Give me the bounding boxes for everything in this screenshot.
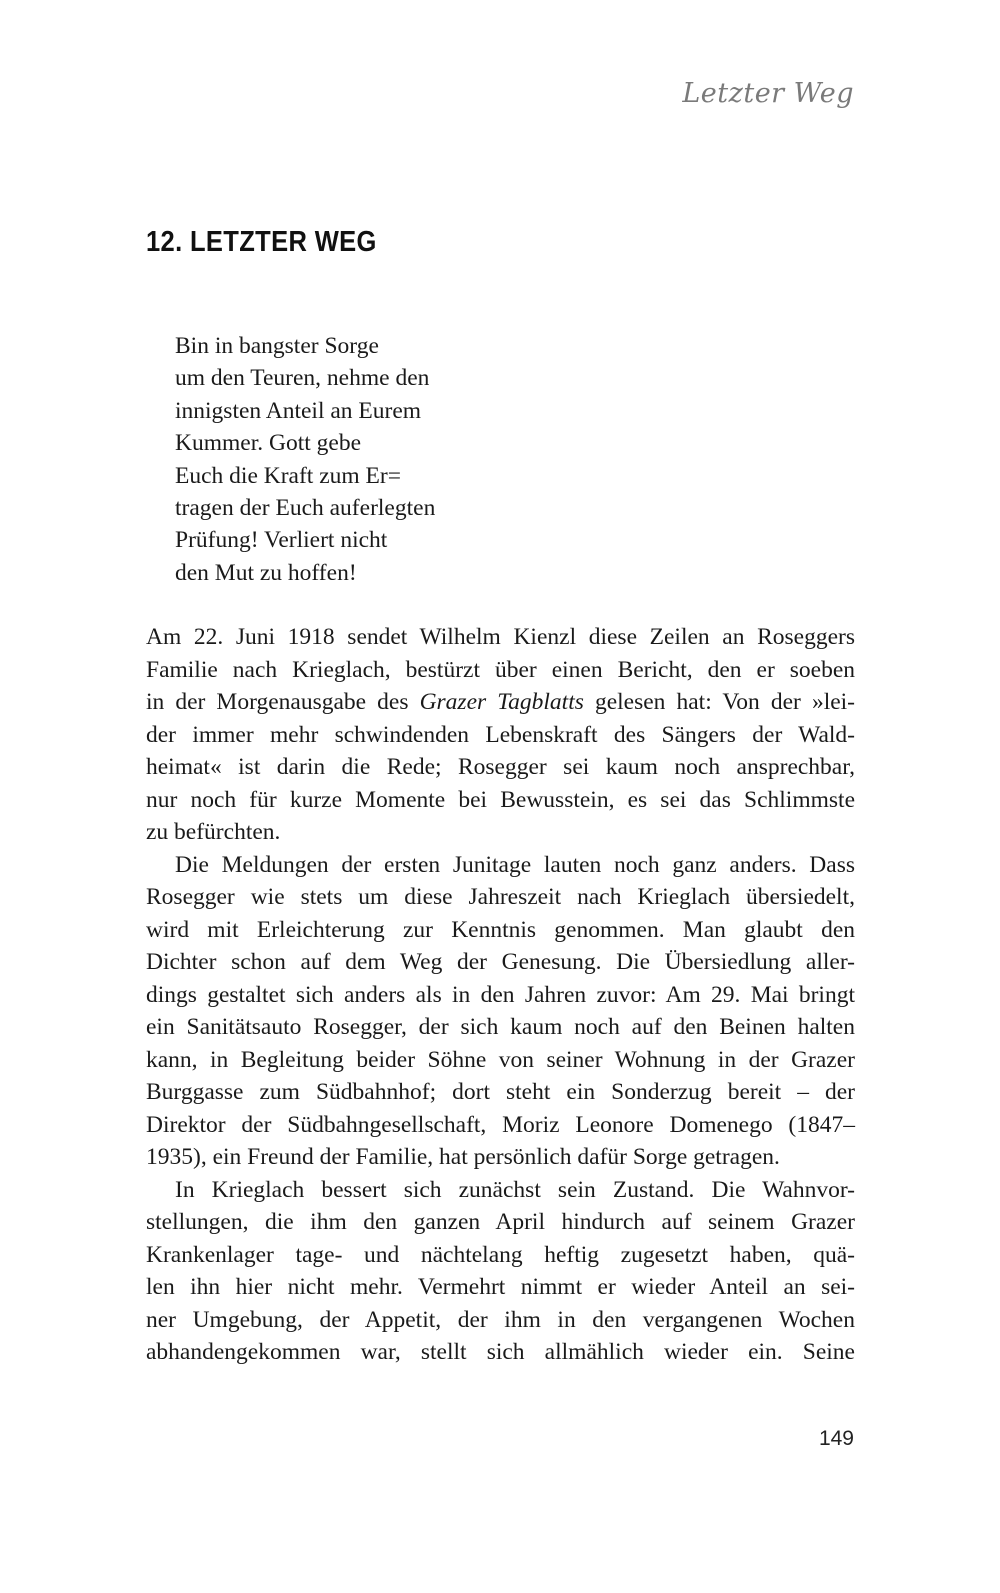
- body-line: In Krieglach bessert sich zunächst sein Zustand. Die Wahnvor-: [175, 1176, 855, 1203]
- body-line: Die Meldungen der ersten Junitage lauten noch ganz anders. Dass: [175, 851, 855, 878]
- body-line: Rosegger wie stets um diese Jahreszeit nach Krieglach übersiedelt,: [146, 884, 855, 910]
- body-line: Burggasse zum Südbahnhof; dort steht ein Sonderzug bereit – der: [146, 1079, 855, 1105]
- epigraph-line: den Mut zu hoffen!: [175, 559, 357, 586]
- running-head: Letzter Weg: [682, 78, 854, 109]
- body-line: dings gestaltet sich anders als in den Jahren zuvor: Am 29. Mai bringt: [146, 981, 855, 1008]
- body-line: abhandengekommen war, stellt sich allmählich wieder ein. Seine: [146, 1339, 855, 1365]
- body-line: Direktor der Südbahngesellschaft, Moriz Leonore Domenego (1847–: [146, 1111, 855, 1138]
- body-line: in der Morgenausgabe des Grazer Tagblatts gelesen hat: Von der »lei-: [146, 689, 856, 715]
- epigraph-line: Euch die Kraft zum Er=: [175, 462, 401, 489]
- body-line: der immer mehr schwindenden Lebenskraft des Sängers der Wald-: [146, 721, 855, 748]
- body-line: Dichter schon auf dem Weg der Genesung. Die Übersiedlung aller-: [146, 949, 855, 975]
- body-line: Krankenlager tage- und nächtelang heftig zugesetzt haben, quä-: [146, 1241, 855, 1268]
- page-number: 149: [818, 1427, 854, 1450]
- body-line: 1935), ein Freund der Familie, hat persönlich dafür Sorge getragen.: [146, 1144, 780, 1170]
- body-line: len ihn hier nicht mehr. Vermehrt nimmt er wieder Anteil an sei-: [146, 1274, 855, 1300]
- epigraph-line: Kummer. Gott gebe: [175, 430, 362, 457]
- body-line: nur noch für kurze Momente bei Bewusstein, es sei das Schlimmste: [146, 786, 855, 813]
- body-line: ner Umgebung, der Appetit, der ihm in den vergangenen Wochen: [146, 1306, 855, 1333]
- body-line: kann, in Begleitung beider Söhne von seiner Wohnung in der Grazer: [146, 1046, 855, 1073]
- body-line: Am 22. Juni 1918 sendet Wilhelm Kienzl diese Zeilen an Roseggers: [146, 624, 855, 650]
- newspaper-title: Grazer Tagblatts: [419, 689, 584, 715]
- chapter-title: 12. LETZTER WEG: [146, 226, 377, 258]
- body-line: heimat« ist darin die Rede; Rosegger sei kaum noch ansprechbar,: [146, 754, 855, 780]
- body-line: wird mit Erleichterung zur Kenntnis genommen. Man glaubt den: [146, 916, 855, 943]
- body-line: ein Sanitätsauto Rosegger, der sich kaum noch auf den Beinen halten: [146, 1014, 855, 1040]
- epigraph-line: um den Teuren, nehme den: [175, 365, 430, 392]
- body-line: zu befürchten.: [146, 819, 281, 845]
- epigraph-line: Bin in bangster Sorge: [175, 333, 379, 359]
- body-text: [146, 621, 855, 1369]
- body-line: Familie nach Krieglach, bestürzt über einen Bericht, den er soeben: [146, 656, 855, 683]
- epigraph: [175, 330, 535, 589]
- epigraph-line: Prüfung! Verliert nicht: [175, 527, 388, 554]
- body-line: stellungen, die ihm den ganzen April hindurch auf seinem Grazer: [146, 1209, 855, 1235]
- epigraph-line: innigsten Anteil an Eurem: [175, 397, 422, 424]
- epigraph-line: tragen der Euch auferlegten: [175, 495, 436, 522]
